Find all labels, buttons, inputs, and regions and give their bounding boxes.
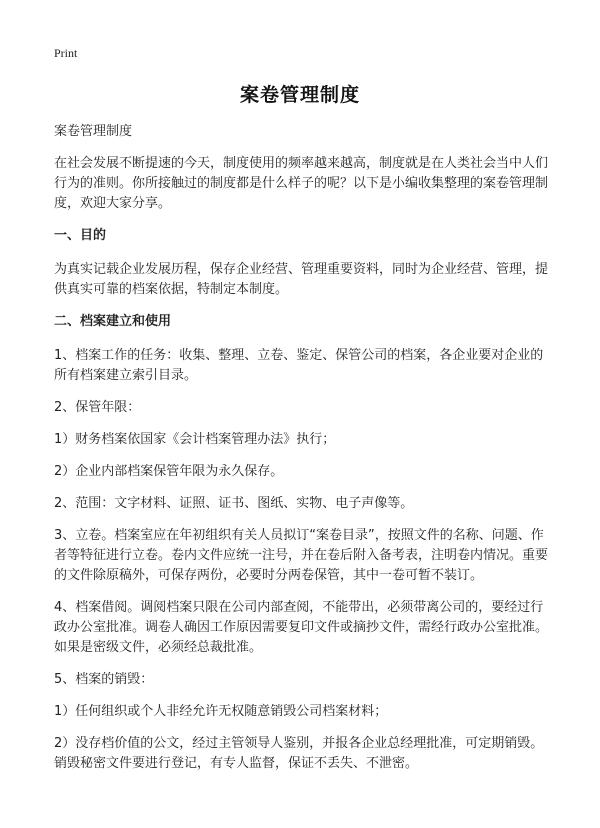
document-title: 案卷管理制度 bbox=[239, 84, 360, 106]
list-item: 2、保管年限： bbox=[54, 400, 141, 415]
section-heading-purpose: 一、目的 bbox=[54, 228, 107, 243]
list-item: 3、立卷。档案室应在年初组织有关人员拟订“案卷目录”，按照文件的名称、问题、作者等特征进行立卷。卷内文件应统一注号，并在卷后附入备考表，注明卷内情况。重要的文件除原稿外，可保存两份，必要时分两卷保管，其中一卷可暂不装订。 bbox=[54, 528, 549, 583]
intro-paragraph: 在社会发展不断提速的今天，制度使用的频率越来越高，制度就是在人类社会当中人们行为的准则。你所接触过的制度都是什么样子的呢？以下是小编收集整理的案卷管理制度，欢迎大家分享。 bbox=[54, 156, 549, 211]
list-item: 2）没存档价值的公文，经过主管领导人鉴别，并报各企业总经理批准，可定期销毁。销毁秘密文件要进行登记，有专人监督，保证不丢失、不泄密。 bbox=[54, 736, 544, 771]
list-item: 2、范围：文字材料、证照、证书、图纸、实物、电子声像等。 bbox=[54, 496, 414, 511]
document-body bbox=[54, 122, 554, 786]
purpose-paragraph: 为真实记载企业发展历程，保存企业经营、管理重要资料，同时为企业经营、管理，提供真实可靠的档案依据，特制定本制度。 bbox=[54, 262, 549, 297]
list-item: 2）企业内部档案保管年限为永久保存。 bbox=[54, 464, 284, 479]
list-item: 1）财务档案依国家《会计档案管理办法》执行； bbox=[54, 432, 336, 447]
list-item: 1、档案工作的任务：收集、整理、立卷、鉴定、保管公司的档案，各企业要对企业的所有档案建立索引目录。 bbox=[54, 348, 544, 383]
document-subtitle: 案卷管理制度 bbox=[54, 124, 133, 139]
list-item: 1）任何组织或个人非经允许无权随意销毁公司档案材料； bbox=[54, 704, 388, 719]
section-heading-archive: 二、档案建立和使用 bbox=[54, 314, 172, 329]
list-item: 5、档案的销毁： bbox=[54, 672, 154, 687]
print-label: Print bbox=[54, 46, 78, 60]
list-item: 4、档案借阅。调阅档案只限在公司内部查阅，不能带出，必须带离公司的，要经过行政办公室批准。调卷人确因工作原因需要复印文件或摘抄文件，需经行政办公室批准。如果是密级文件，必须经总裁批准。 bbox=[54, 600, 549, 655]
